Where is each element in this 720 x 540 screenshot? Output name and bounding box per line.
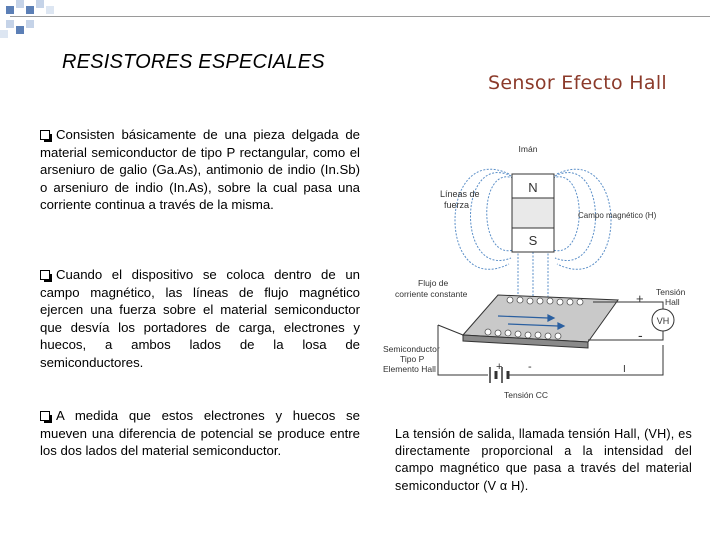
north-label: N [528, 180, 538, 195]
sc-label-2: Tipo P [400, 354, 425, 364]
south-label: S [528, 233, 538, 248]
flujo-label-2: corriente constante [395, 289, 468, 299]
paragraph-1-text: Consisten básicamente de una pieza delgada de material semiconductor de tipo P rectangular, como el arseniuro de galio (Ga.As), antimonio de indio (In.Sb) o arseniuro de indio (In.As), sobre la cual pasa una corriente continua a través de la misma. [40, 127, 360, 213]
slide-subtitle: Sensor Efecto Hall [488, 72, 667, 94]
paragraph-3-text: A medida que estos electrones y huecos se mueven una diferencia de potencial se produce entre los dos lados del material semiconductor. [40, 408, 360, 459]
plus-right: + [636, 291, 644, 306]
campo-label: Campo magnético (H) [578, 211, 657, 220]
lineas-label-2: fuerza [444, 200, 470, 210]
checkbox-bullet-icon [40, 130, 50, 140]
paragraph-3 [40, 407, 360, 460]
tension-cc-label: Tensión CC [504, 390, 548, 400]
iman-label: Imán [518, 144, 538, 154]
plus-bottom: + [496, 361, 503, 373]
sc-label-1: Semiconductor [383, 344, 440, 354]
hall-effect-diagram [378, 140, 698, 402]
slide-title: RESISTORES ESPECIALES [62, 51, 325, 73]
checkbox-bullet-icon [40, 270, 50, 280]
flujo-label-1: Flujo de [418, 278, 449, 288]
corner-decoration [0, 0, 70, 42]
header-rule [10, 16, 710, 17]
current-i-label: I [623, 364, 626, 375]
vh-label: VH [656, 316, 670, 326]
tension-label-2: Hall [665, 297, 680, 307]
paragraph-2-text: Cuando el dispositivo se coloca dentro de un campo magnético, las líneas de flujo magnético ejercen una fuerza sobre el material semiconductor que desvía los portadores de carga, electrones y huecos, a ambos lados de la losa de semiconductores. [40, 267, 360, 370]
minus-bottom: - [528, 361, 532, 373]
paragraph-1 [40, 126, 360, 214]
tension-label-1: Tensión [656, 287, 686, 297]
paragraph-2 [40, 266, 360, 372]
sc-label-3: Elemento Hall [383, 364, 436, 374]
minus-right: - [638, 327, 643, 343]
checkbox-bullet-icon [40, 411, 50, 421]
diagram-caption: La tensión de salida, llamada tensión Hall, (VH), es directamente proporcional a la intensidad del campo magnético que pasa a través del material semiconductor (V α H). [395, 427, 692, 493]
lineas-label-1: Líneas de [440, 189, 480, 199]
